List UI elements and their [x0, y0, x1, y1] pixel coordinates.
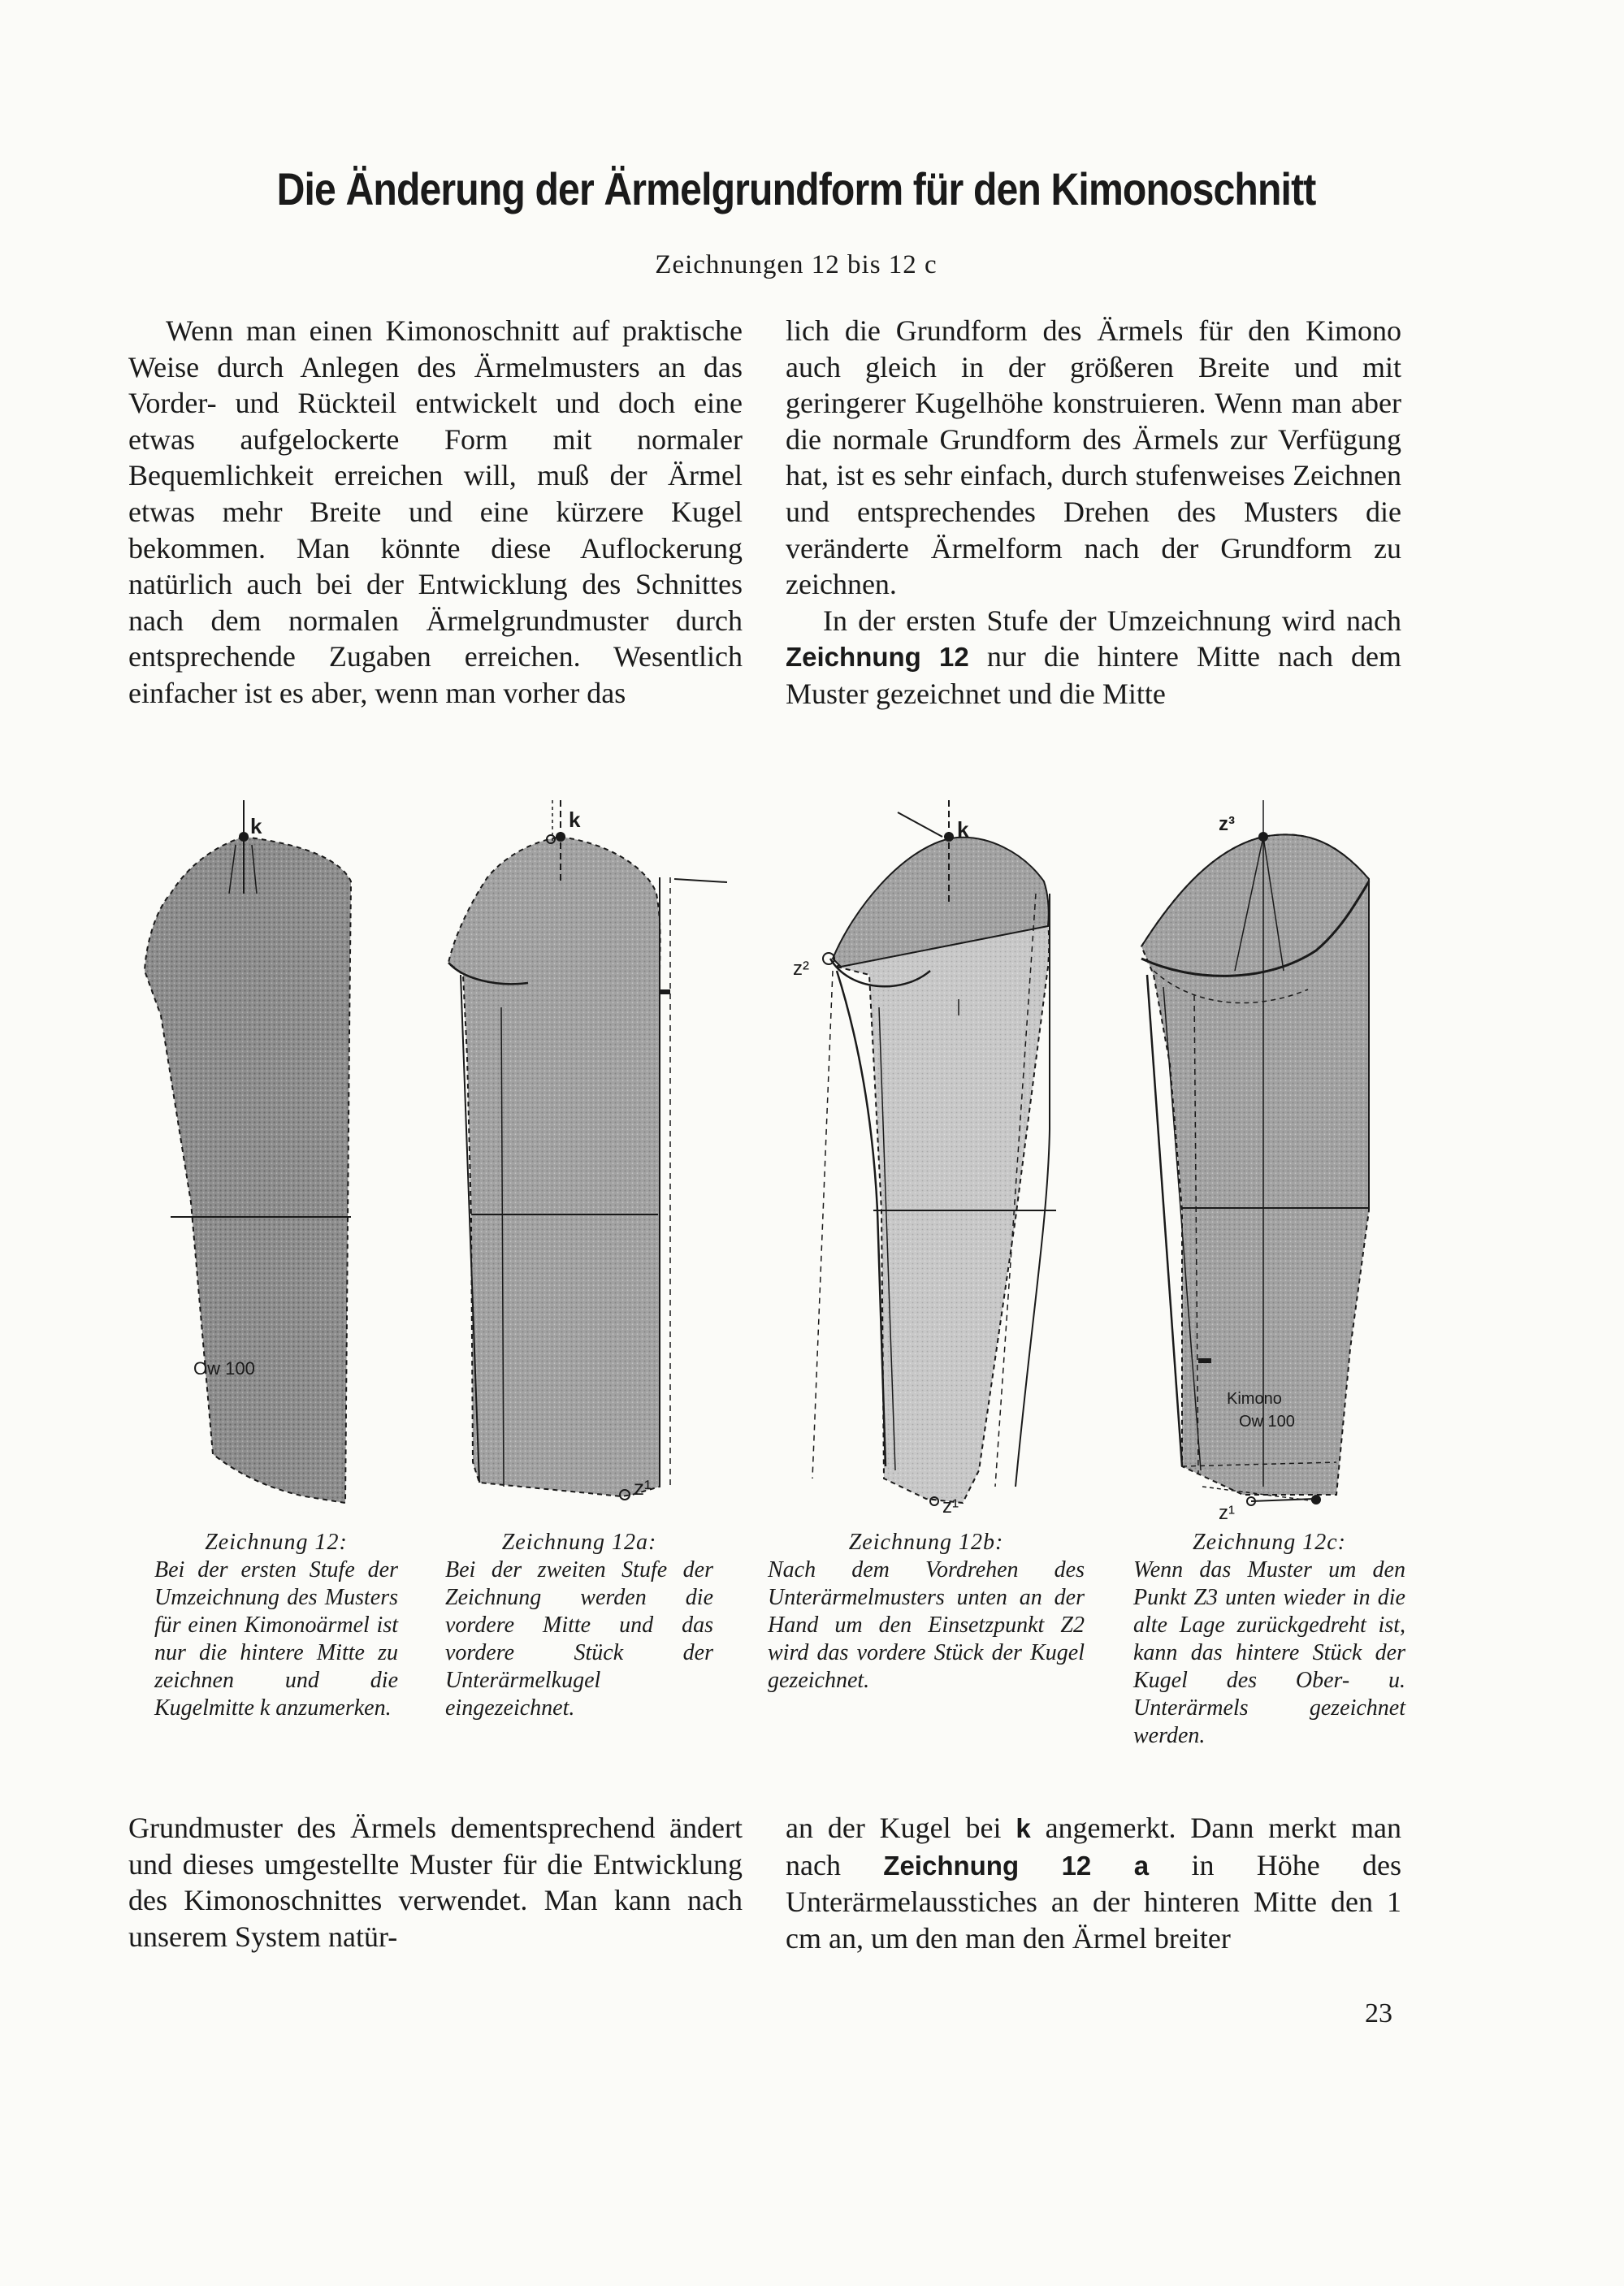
figure-12c	[1141, 800, 1369, 1524]
label-z1: z¹	[1219, 1502, 1235, 1524]
p2-text-b: nur die hintere Mitte nach dem Muster gezeichnet und die Mitte	[786, 640, 1401, 710]
point-k	[944, 832, 954, 842]
back-line-1	[812, 971, 833, 1479]
p2-figure-ref: Zeichnung 12	[786, 642, 969, 673]
mark-1cm	[659, 989, 670, 994]
label-kimono: Kimono	[1227, 1390, 1282, 1408]
outro-text-b: angemerkt. Dann merkt man nach	[786, 1812, 1401, 1881]
point-z3	[1258, 832, 1268, 842]
label-k: k	[957, 817, 969, 842]
label-k: k	[569, 807, 581, 832]
sleeve-shape	[145, 837, 351, 1503]
intro-right-column	[786, 313, 1401, 712]
caption-figure-12	[154, 1529, 398, 1722]
sleeve-shape-lower	[837, 877, 1049, 1503]
caption-figure-12c	[1133, 1529, 1405, 1750]
point-end	[1311, 1495, 1321, 1505]
label-z2: z²	[793, 958, 809, 980]
intro-left-column	[128, 313, 743, 712]
page-subtitle: Zeichnungen 12 bis 12 c	[655, 250, 938, 279]
intro-left-paragraph: Wenn man einen Kimonoschnitt auf praktische Weise durch Anlegen des Ärmelmusters an das Vorder- und Rückteil entwickelt und doch eine etwas aufgelockerte Form mit normaler Bequemlichkeit erreichen will, muß der Ärmel etwas mehr Breite und eine kürzere Kugel bekommen. Man könnte diese Auflockerung natürlich auch bei der Entwicklung des Schnittes nach dem normalen Ärmelgrundmuster durch entsprechende Zugaben erreichen. Wesentlich einfacher ist es aber, wenn man vorher das	[128, 314, 743, 709]
caption-figure-12a	[445, 1529, 713, 1722]
intro-right-paragraph-2	[786, 603, 1401, 712]
caption-body: Wenn das Muster um den Punkt Z3 unten wieder in die alte Lage zurückgedreht ist, kann das hintere Stück der Kugel des Ober- u. Unterärmels gezeichnet werden.	[1133, 1557, 1405, 1748]
outro-right-paragraph	[786, 1810, 1401, 1956]
outro-text-c: in Höhe des Unterärmelausstiches an der hinteren Mitte den 1 cm an, um den man den Ärmel breiter	[786, 1848, 1402, 1955]
page-title: Die Änderung der Ärmelgrundform für den Kimonoschnitt	[276, 163, 1316, 214]
arrow-line	[674, 879, 727, 882]
page-number: 23	[1365, 1998, 1392, 2028]
outro-left-paragraph: Grundmuster des Ärmels dementsprechend ändert und dieses umgestellte Muster für die Entwicklung des Kimonoschnittes verwendet. Man kann nach unserem System natür-	[128, 1812, 743, 1953]
label-z1: z¹	[634, 1475, 652, 1500]
figure-12b	[793, 800, 1056, 1518]
figure-12	[145, 800, 351, 1503]
outro-point-k: k	[1016, 1813, 1031, 1843]
caption-body: Bei der zweiten Stufe der Zeichnung werden die vordere Mitte und das vordere Stück der Unterärmelkugel eingezeichnet.	[445, 1557, 713, 1721]
caption-title: Zeichnung 12b:	[848, 1530, 1004, 1555]
point-k	[556, 832, 565, 842]
outro-left-column	[128, 1810, 743, 1955]
sleeve-shape	[448, 837, 660, 1496]
arrow-line	[898, 812, 942, 837]
outro-figure-ref: Zeichnung 12 a	[883, 1850, 1150, 1881]
caption-title: Zeichnung 12a:	[501, 1530, 657, 1555]
sleeve-drawings	[0, 780, 1624, 1527]
label-z3: z³	[1219, 813, 1235, 835]
intro-right-paragraph-1: lich die Grundform des Ärmels für den Kimono auch gleich in der größeren Breite und mit geringerer Kugelhöhe konstruieren. Wenn man aber die normale Grundform des Ärmels zur Verfügung hat, ist es sehr einfach, durch stufenweises Zeichnen und entsprechendes Drehen des Musters die veränderte Ärmelform nach der Grundform zu zeichnen.	[786, 314, 1401, 601]
outro-text-a: an der Kugel bei	[786, 1812, 1002, 1844]
outro-right-column	[786, 1810, 1401, 1956]
label-ow: Ow 100	[1239, 1413, 1295, 1431]
figure-12a	[448, 800, 727, 1500]
p2-text-a: In der ersten Stufe der Umzeichnung wird nach	[823, 604, 1401, 637]
caption-figure-12b	[768, 1529, 1085, 1695]
caption-title: Zeichnung 12c:	[1193, 1530, 1346, 1555]
caption-body: Nach dem Vordrehen des Unterärmelmusters unten an der Hand um den Einsetzpunkt Z2 wird das vordere Stück der Kugel gezeichnet.	[768, 1557, 1085, 1693]
caption-title: Zeichnung 12:	[205, 1530, 348, 1555]
label-k: k	[250, 814, 262, 838]
mark-1cm	[1198, 1358, 1211, 1363]
label-ow: Ow 100	[193, 1358, 255, 1379]
label-z1: z¹	[942, 1496, 959, 1518]
point-k	[239, 832, 249, 842]
caption-body: Bei der ersten Stufe der Umzeichnung des Musters für einen Kimonoärmel ist nur die hintere Mitte zu zeichnen und die Kugelmitte k anzumerken.	[154, 1557, 398, 1721]
